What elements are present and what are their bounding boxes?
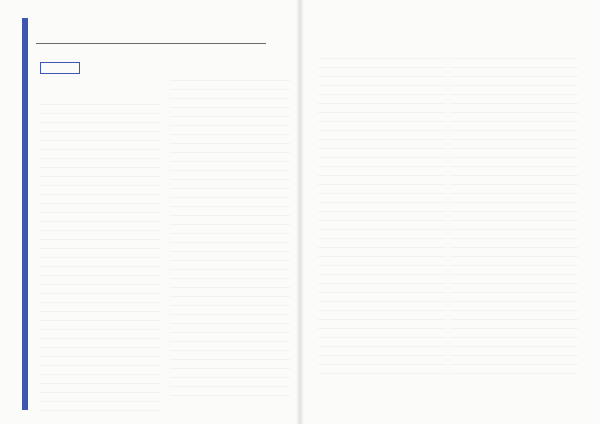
toc-row	[318, 288, 446, 297]
toc-row	[450, 216, 578, 225]
toc-row	[450, 360, 578, 369]
toc-row	[450, 207, 578, 216]
toc-row	[318, 216, 446, 225]
toc-row	[40, 145, 160, 154]
toc-row	[318, 369, 446, 378]
toc-row	[40, 334, 160, 343]
toc-row	[40, 109, 160, 118]
toc-row	[450, 243, 578, 252]
toc-row	[318, 144, 446, 153]
right-col-1-rows	[318, 54, 446, 378]
toc-row	[40, 307, 160, 316]
toc-row	[318, 279, 446, 288]
toc-row	[318, 90, 446, 99]
toc-row	[318, 243, 446, 252]
toc-row	[40, 388, 160, 397]
toc-row	[450, 369, 578, 378]
toc-row	[450, 252, 578, 261]
toc-row	[170, 229, 290, 238]
toc-row	[40, 208, 160, 217]
toc-row	[170, 166, 290, 175]
toc-row	[40, 217, 160, 226]
toc-row	[40, 397, 160, 406]
toc-row	[450, 234, 578, 243]
toc-row	[170, 211, 290, 220]
toc-row	[450, 342, 578, 351]
toc-row	[40, 361, 160, 370]
toc-row	[170, 283, 290, 292]
contents-header	[36, 20, 286, 38]
toc-row	[40, 172, 160, 181]
toc-row	[40, 226, 160, 235]
toc-row	[450, 306, 578, 315]
toc-row	[318, 306, 446, 315]
toc-row	[450, 333, 578, 342]
toc-row	[40, 280, 160, 289]
toc-row	[450, 117, 578, 126]
toc-row	[170, 238, 290, 247]
toc-row	[318, 162, 446, 171]
toc-row	[40, 289, 160, 298]
toc-row	[170, 202, 290, 211]
toc-row	[450, 261, 578, 270]
toc-row	[318, 135, 446, 144]
toc-row	[170, 373, 290, 382]
toc-row	[318, 261, 446, 270]
left-col-1-heading	[40, 84, 160, 94]
toc-row	[318, 180, 446, 189]
toc-row	[450, 270, 578, 279]
toc-row	[450, 63, 578, 72]
left-col-2-heading	[170, 60, 290, 70]
toc-row	[318, 360, 446, 369]
toc-row	[170, 121, 290, 130]
toc-row	[318, 54, 446, 63]
toc-row	[318, 225, 446, 234]
toc-row	[170, 193, 290, 202]
toc-row	[318, 99, 446, 108]
right-col-1	[318, 54, 446, 414]
toc-row	[40, 181, 160, 190]
toc-row	[318, 351, 446, 360]
toc-row	[450, 171, 578, 180]
toc-row	[450, 180, 578, 189]
toc-row	[318, 189, 446, 198]
toc-row	[170, 337, 290, 346]
toc-row	[40, 316, 160, 325]
toc-row	[318, 171, 446, 180]
toc-row	[318, 63, 446, 72]
toc-row	[318, 333, 446, 342]
toc-row	[450, 144, 578, 153]
toc-row	[40, 271, 160, 280]
toc-row	[170, 103, 290, 112]
toc-row	[450, 162, 578, 171]
toc-row	[450, 324, 578, 333]
toc-row	[450, 54, 578, 63]
toc-row	[318, 252, 446, 261]
toc-row	[318, 315, 446, 324]
toc-row	[170, 355, 290, 364]
toc-row	[170, 157, 290, 166]
toc-row	[450, 126, 578, 135]
toc-row	[450, 189, 578, 198]
toc-row	[40, 190, 160, 199]
toc-row	[318, 207, 446, 216]
toc-row	[170, 130, 290, 139]
right-page	[300, 0, 600, 424]
toc-row	[450, 279, 578, 288]
toc-row	[450, 297, 578, 306]
toc-row	[40, 370, 160, 379]
toc-row	[170, 328, 290, 337]
left-col-2	[170, 54, 290, 414]
toc-row	[170, 148, 290, 157]
toc-row	[170, 247, 290, 256]
header-rule	[36, 43, 266, 44]
toc-row	[170, 112, 290, 121]
toc-row	[318, 297, 446, 306]
right-col-2	[450, 54, 578, 414]
left-col-2-rows	[170, 76, 290, 400]
toc-row	[318, 153, 446, 162]
left-col-1-rows	[40, 100, 160, 414]
right-col-2-rows	[450, 54, 578, 378]
toc-row	[450, 315, 578, 324]
toc-row	[450, 135, 578, 144]
toc-row	[170, 220, 290, 229]
toc-row	[170, 76, 290, 85]
toc-row	[170, 184, 290, 193]
toc-row	[318, 270, 446, 279]
toc-row	[450, 90, 578, 99]
toc-row	[40, 325, 160, 334]
toc-row	[450, 99, 578, 108]
toc-row	[450, 81, 578, 90]
toc-row	[318, 72, 446, 81]
toc-row	[170, 256, 290, 265]
toc-row	[450, 108, 578, 117]
toc-row	[450, 153, 578, 162]
section-badge	[40, 62, 80, 74]
toc-row	[170, 310, 290, 319]
toc-row	[450, 72, 578, 81]
toc-row	[318, 234, 446, 243]
toc-row	[318, 324, 446, 333]
toc-row	[40, 244, 160, 253]
toc-row	[40, 379, 160, 388]
toc-row	[450, 225, 578, 234]
toc-row	[170, 346, 290, 355]
toc-row	[40, 406, 160, 414]
toc-row	[318, 108, 446, 117]
toc-row	[450, 351, 578, 360]
toc-row	[40, 154, 160, 163]
toc-row	[40, 100, 160, 109]
toc-row	[40, 262, 160, 271]
toc-row	[40, 118, 160, 127]
toc-row	[450, 288, 578, 297]
contents-title	[36, 20, 286, 34]
toc-row	[318, 117, 446, 126]
toc-row	[170, 274, 290, 283]
toc-row	[318, 126, 446, 135]
toc-row	[170, 94, 290, 103]
toc-row	[170, 175, 290, 184]
toc-row	[40, 343, 160, 352]
left-accent-bar	[22, 18, 28, 410]
toc-row	[170, 319, 290, 328]
toc-row	[170, 265, 290, 274]
left-col-1	[40, 54, 160, 414]
toc-row	[40, 253, 160, 262]
toc-row	[40, 199, 160, 208]
toc-row	[170, 85, 290, 94]
toc-row	[450, 198, 578, 207]
toc-row	[40, 136, 160, 145]
toc-row	[170, 391, 290, 400]
toc-row	[318, 81, 446, 90]
toc-row	[40, 163, 160, 172]
toc-row	[40, 352, 160, 361]
toc-row	[170, 292, 290, 301]
toc-row	[170, 364, 290, 373]
toc-row	[170, 382, 290, 391]
toc-row	[318, 342, 446, 351]
toc-row	[170, 301, 290, 310]
toc-row	[170, 139, 290, 148]
toc-row	[318, 198, 446, 207]
toc-row	[40, 298, 160, 307]
toc-row	[40, 235, 160, 244]
toc-row	[40, 127, 160, 136]
